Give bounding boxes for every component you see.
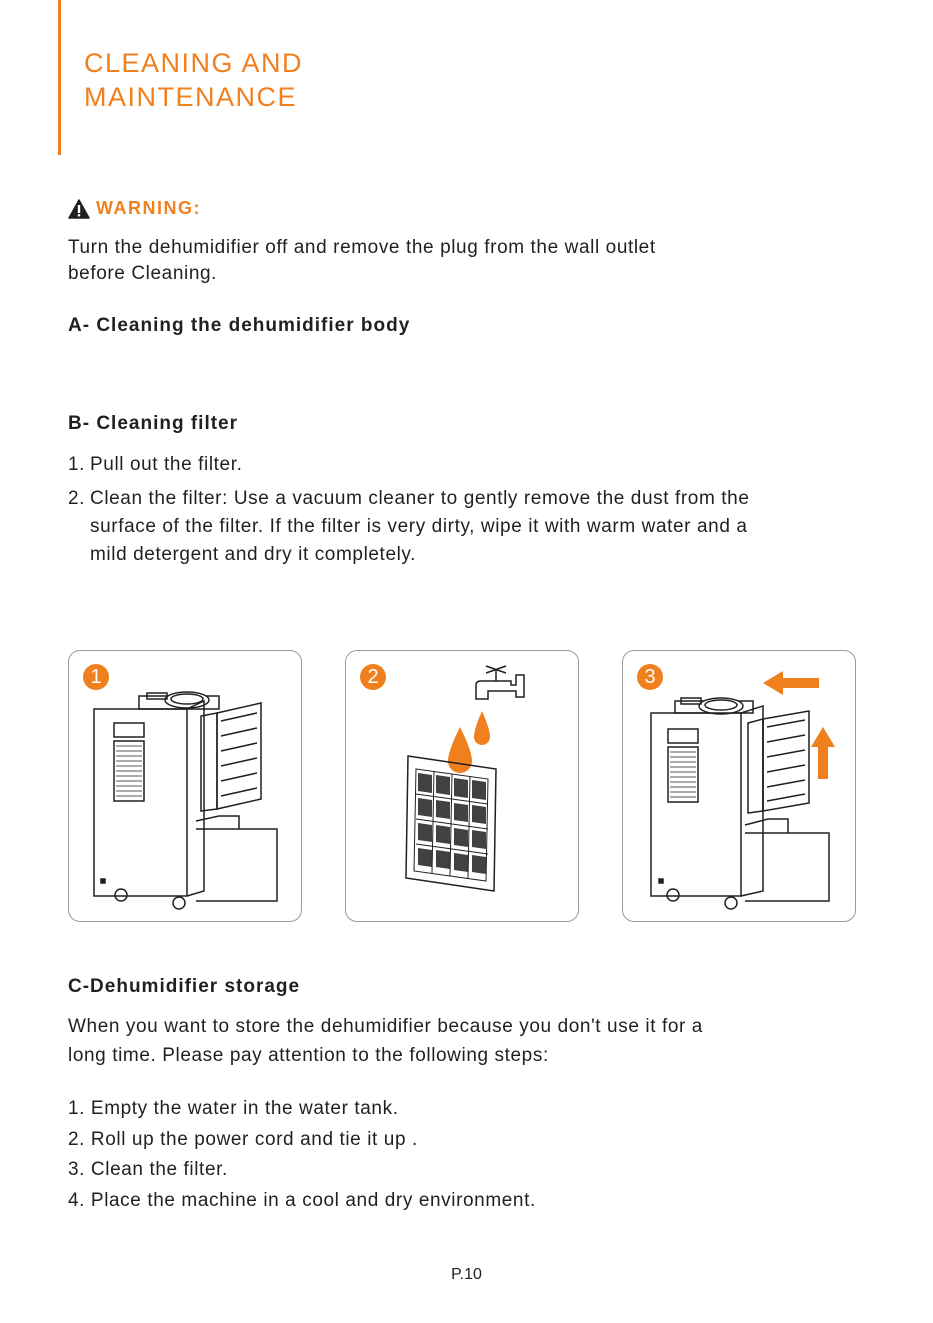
step-badge-2: 2 bbox=[360, 664, 386, 690]
page-number: P.10 bbox=[451, 1266, 482, 1283]
warning-text bbox=[68, 235, 656, 287]
step-text: surface of the filter. If the filter is very dirty, wipe it with warm water and a bbox=[90, 516, 748, 537]
section-c-intro-line-2: long time. Please pay attention to the following steps: bbox=[68, 1045, 549, 1066]
section-c-intro bbox=[68, 1012, 703, 1070]
section-c-intro-line-1: When you want to store the dehumidifier because you don't use it for a bbox=[68, 1016, 703, 1037]
warning-icon bbox=[68, 199, 90, 219]
section-c-steps bbox=[68, 1094, 536, 1216]
warning-label: WARNING: bbox=[96, 198, 201, 218]
step-badge-3: 3 bbox=[637, 664, 663, 690]
section-b-steps bbox=[68, 451, 750, 575]
illustration-panel-2 bbox=[345, 650, 579, 922]
dehumidifier-filter-removal-icon bbox=[69, 651, 301, 921]
illustration-panel-1 bbox=[68, 650, 302, 922]
list-item: 4. Place the machine in a cool and dry environment. bbox=[68, 1189, 536, 1211]
step-number: 1. bbox=[68, 454, 86, 475]
section-a-heading: A- Cleaning the dehumidifier body bbox=[68, 315, 411, 336]
dehumidifier-filter-reinsert-icon bbox=[623, 651, 855, 921]
filter-washing-faucet-icon bbox=[346, 651, 578, 921]
section-b-heading: B- Cleaning filter bbox=[68, 413, 239, 434]
page-title bbox=[84, 46, 303, 114]
title-line-2: MAINTENANCE bbox=[84, 82, 298, 112]
step-badge-1: 1 bbox=[83, 664, 109, 690]
title-line-1: CLEANING AND bbox=[84, 48, 304, 78]
warning-header bbox=[68, 198, 201, 219]
list-item: 2. Roll up the power cord and tie it up . bbox=[68, 1128, 418, 1150]
step-number: 2. bbox=[68, 488, 86, 509]
step-text: Pull out the filter. bbox=[90, 454, 243, 475]
list-item bbox=[68, 451, 750, 479]
list-item: 3. Clean the filter. bbox=[68, 1159, 228, 1180]
illustration-panel-3 bbox=[622, 650, 856, 922]
section-c-heading: C-Dehumidifier storage bbox=[68, 976, 301, 997]
step-text: mild detergent and dry it completely. bbox=[90, 544, 416, 565]
warning-text-line-2: before Cleaning. bbox=[68, 263, 218, 284]
list-item: 1. Empty the water in the water tank. bbox=[68, 1098, 399, 1119]
list-item bbox=[68, 485, 750, 569]
step-text: Clean the filter: Use a vacuum cleaner to gently remove the dust from the bbox=[90, 488, 750, 509]
accent-bar bbox=[58, 0, 61, 155]
warning-text-line-1: Turn the dehumidifier off and remove the plug from the wall outlet bbox=[68, 237, 656, 258]
